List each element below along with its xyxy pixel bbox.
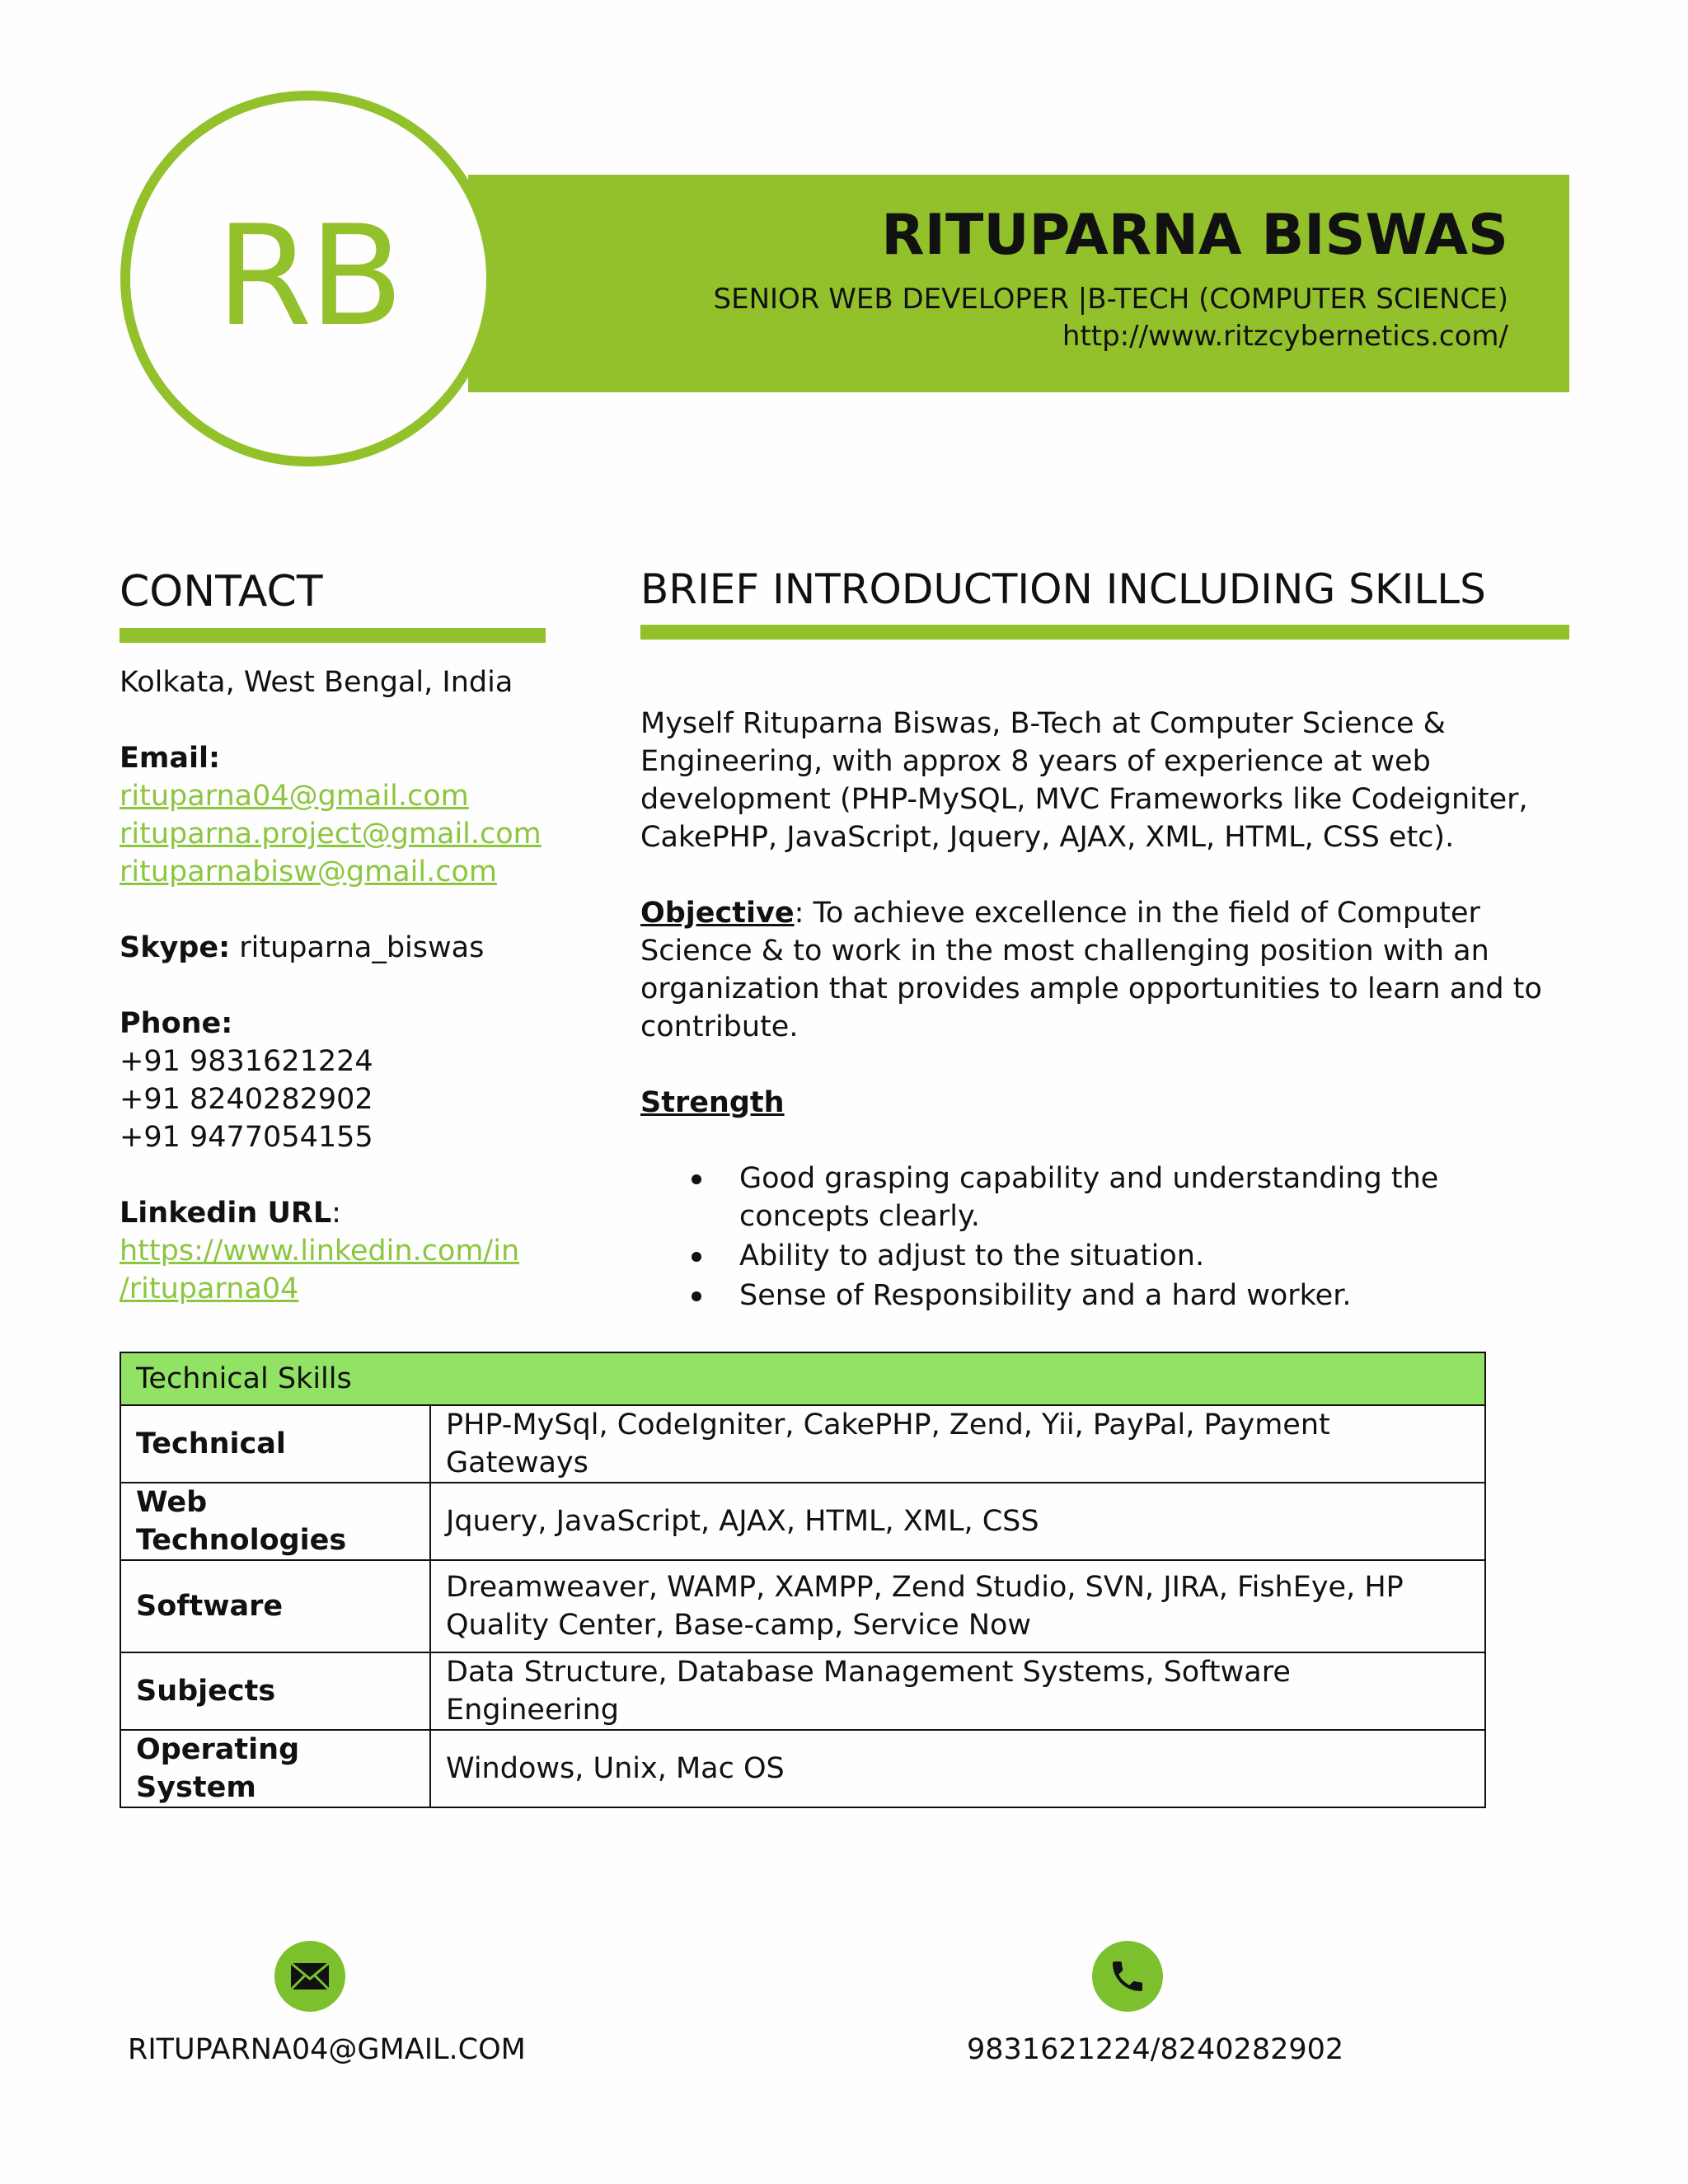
list-item: Good grasping capability and understanding the concepts clearly. <box>640 1160 1572 1235</box>
phone-number: +91 9477054155 <box>120 1121 373 1154</box>
skype-label: Skype: <box>120 931 231 964</box>
skill-value: Dreamweaver, WAMP, XAMPP, Zend Studio, SVN, JIRA, FishEye, HP Quality Center, Base-camp, Service Now <box>430 1560 1485 1652</box>
intro-paragraph: Myself Rituparna Biswas, B-Tech at Computer Science & Engineering, with approx 8 years of experience at web development (PHP-MySQL, MVC Frameworks like Codeigniter, CakePHP, JavaScript, Jquery, AJAX, XML, HTML, CSS etc). <box>640 707 1528 854</box>
phone-number: +91 9831621224 <box>120 1045 373 1078</box>
phone-number: +91 8240282902 <box>120 1083 373 1116</box>
location: Kolkata, West Bengal, India <box>120 666 513 699</box>
skill-value: Data Structure, Database Management Systems, Software Engineering <box>430 1652 1485 1730</box>
objective-paragraph <box>640 894 1572 1046</box>
skype-block <box>120 929 565 967</box>
skill-category: Web Technologies <box>120 1483 430 1560</box>
bullet-icon <box>692 1252 701 1262</box>
list-item: Sense of Responsibility and a hard worker. <box>640 1277 1572 1315</box>
skill-category: Subjects <box>120 1652 430 1730</box>
email-block <box>120 739 565 891</box>
monogram-initials: RB <box>216 195 401 357</box>
table-row <box>120 1652 1485 1730</box>
bullet-icon <box>692 1291 701 1301</box>
phone-label: Phone: <box>120 1007 233 1040</box>
skill-value: Windows, Unix, Mac OS <box>430 1730 1485 1807</box>
contact-heading: CONTACT <box>120 567 323 616</box>
technical-skills-table <box>120 1352 1486 1808</box>
table-title: Technical Skills <box>120 1352 1485 1405</box>
phone-icon <box>1092 1941 1163 2012</box>
intro-heading: BRIEF INTRODUCTION INCLUDING SKILLS <box>640 565 1486 613</box>
objective-text: : To achieve excellence in the field of Computer Science & to work in the most challenging position with an organization that provides ample opportunities to learn and to contribute. <box>640 897 1542 1043</box>
footer-phone[interactable]: 9831621224/8240282902 <box>967 2033 1344 2066</box>
linkedin-block <box>120 1194 565 1308</box>
email-link[interactable]: rituparna04@gmail.com <box>120 780 469 813</box>
candidate-name: RITUPARNA BISWAS <box>881 203 1508 268</box>
email-label: Email: <box>120 742 220 775</box>
linkedin-link[interactable]: /rituparna04 <box>120 1272 299 1305</box>
skill-category: Technical <box>120 1405 430 1483</box>
skill-value: PHP-MySql, CodeIgniter, CakePHP, Zend, Yii, PayPal, Payment Gateways <box>430 1405 1485 1483</box>
table-row <box>120 1405 1485 1483</box>
objective-label: Objective <box>640 897 795 930</box>
phone-block <box>120 1005 565 1156</box>
intro-column <box>640 705 1572 1316</box>
strength-list <box>640 1160 1572 1315</box>
footer-email[interactable]: RITUPARNA04@GMAIL.COM <box>128 2033 526 2066</box>
linkedin-label: Linkedin URL <box>120 1197 332 1230</box>
list-item: Ability to adjust to the situation. <box>640 1237 1572 1275</box>
linkedin-link[interactable]: https://www.linkedin.com/in <box>120 1235 520 1268</box>
strength-label: Strength <box>640 1086 785 1119</box>
email-link[interactable]: rituparna.project@gmail.com <box>120 818 542 851</box>
table-row <box>120 1560 1485 1652</box>
envelope-icon <box>274 1941 345 2012</box>
bullet-icon <box>692 1174 701 1184</box>
strength-heading-row <box>640 1084 1572 1122</box>
monogram-circle <box>120 91 496 466</box>
table-row <box>120 1730 1485 1807</box>
table-row <box>120 1483 1485 1560</box>
skill-category: Software <box>120 1560 430 1652</box>
contact-divider <box>120 628 546 643</box>
skill-category: Operating System <box>120 1730 430 1807</box>
table-header-row <box>120 1352 1485 1405</box>
website-link[interactable]: http://www.ritzcybernetics.com/ <box>1062 320 1508 353</box>
intro-divider <box>640 625 1569 640</box>
linkedin-colon: : <box>331 1197 341 1230</box>
skill-value: Jquery, JavaScript, AJAX, HTML, XML, CSS <box>430 1483 1485 1560</box>
candidate-subtitle: SENIOR WEB DEVELOPER |B-TECH (COMPUTER SCIENCE) <box>713 283 1508 316</box>
email-link[interactable]: rituparnabisw@gmail.com <box>120 855 497 888</box>
contact-column <box>120 663 565 1346</box>
skype-id: rituparna_biswas <box>239 931 485 964</box>
